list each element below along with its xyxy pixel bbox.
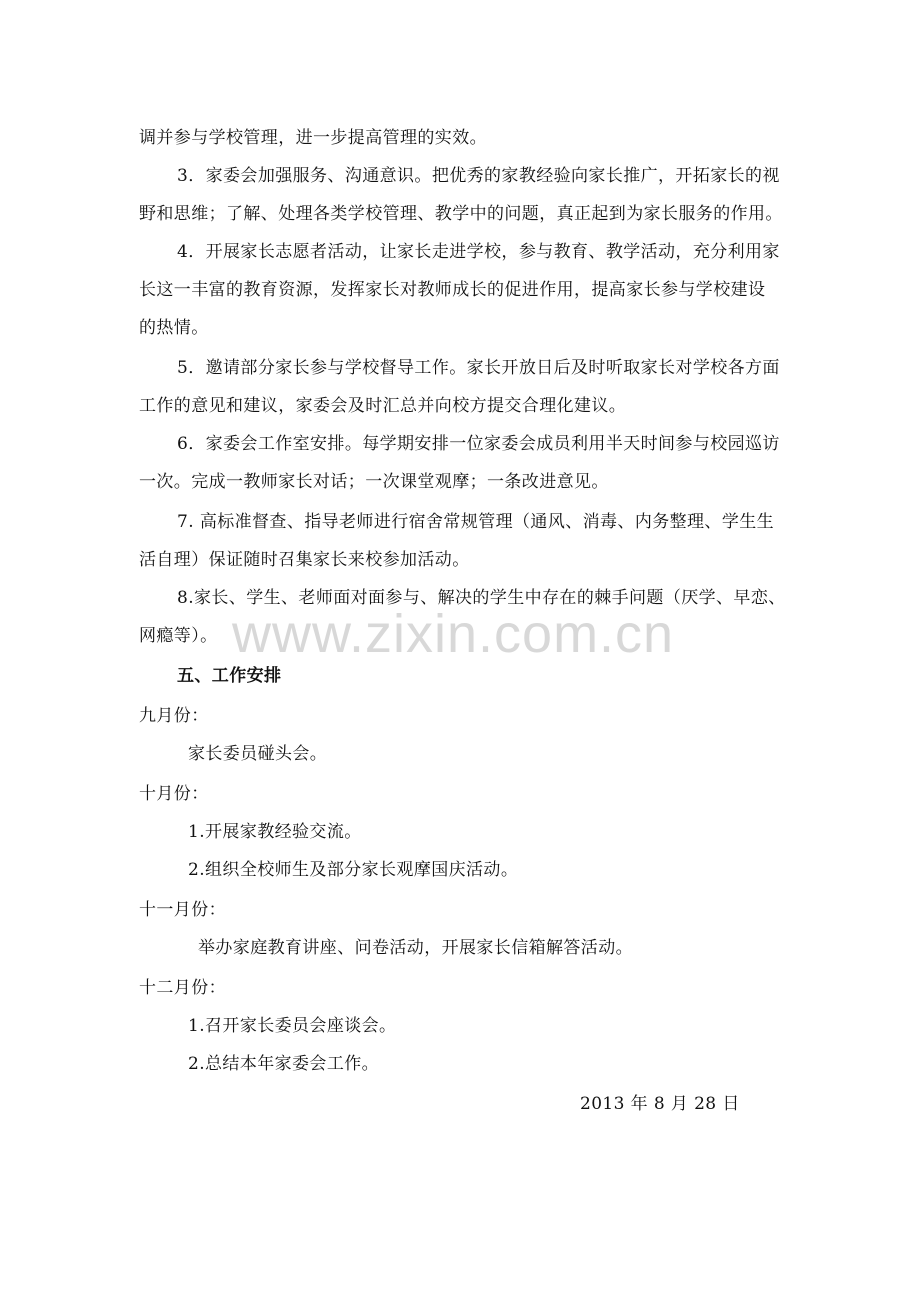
schedule-item: 家长委员碰头会。 — [188, 744, 328, 764]
paragraph-line: 网瘾等）。 — [139, 626, 218, 646]
document-date: 2013 年 8 月 28 日 — [580, 1094, 740, 1114]
schedule-item: 1.开展家教经验交流。 — [188, 822, 362, 842]
paragraph-line: 3．家委会加强服务、沟通意识。把优秀的家教经验向家长推广，开拓家长的视 — [177, 166, 780, 186]
paragraph-line: 6．家委会工作室安排。每学期安排一位家委会成员利用半天时间参与校园巡访 — [177, 434, 780, 454]
section-heading: 五、工作安排 — [177, 666, 282, 686]
schedule-item: 2.总结本年家委会工作。 — [188, 1054, 380, 1074]
paragraph-line: 工作的意见和建议，家委会及时汇总并向校方提交合理化建议。 — [139, 396, 627, 416]
month-label-september: 九月份： — [139, 706, 209, 726]
schedule-item: 举办家庭教育讲座、问卷活动，开展家长信箱解答活动。 — [198, 938, 633, 958]
paragraph-line: 8.家长、学生、老师面对面参与、解决的学生中存在的棘手问题（厌学、早恋、 — [177, 588, 786, 608]
month-label-october: 十月份： — [139, 784, 209, 804]
paragraph-line: 野和思维；了解、处理各类学校管理、教学中的问题，真正起到为家长服务的作用。 — [139, 204, 783, 224]
paragraph-line: 7. 高标准督查、指导老师进行宿舍常规管理（通风、消毒、内务整理、学生生 — [177, 512, 775, 532]
paragraph-line: 长这一丰富的教育资源，发挥家长对教师成长的促进作用，提高家长参与学校建设 — [139, 280, 766, 300]
watermark: www.zixin.com.cn — [232, 604, 675, 664]
schedule-item: 2.组织全校师生及部分家长观摩国庆活动。 — [188, 860, 519, 880]
paragraph-line: 活自理）保证随时召集家长来校参加活动。 — [139, 550, 470, 570]
paragraph-line: 一次。完成一教师家长对话；一次课堂观摩；一条改进意见。 — [139, 472, 609, 492]
schedule-item: 1.召开家长委员会座谈会。 — [188, 1016, 397, 1036]
paragraph-line: 5．邀请部分家长参与学校督导工作。家长开放日后及时听取家长对学校各方面 — [177, 358, 780, 378]
month-label-december: 十二月份： — [139, 978, 226, 998]
month-label-november: 十一月份： — [139, 900, 226, 920]
paragraph-line: 调并参与学校管理，进一步提高管理的实效。 — [139, 128, 487, 148]
paragraph-line: 的热情。 — [139, 318, 209, 338]
paragraph-line: 4．开展家长志愿者活动，让家长走进学校，参与教育、教学活动，充分利用家 — [177, 242, 780, 262]
